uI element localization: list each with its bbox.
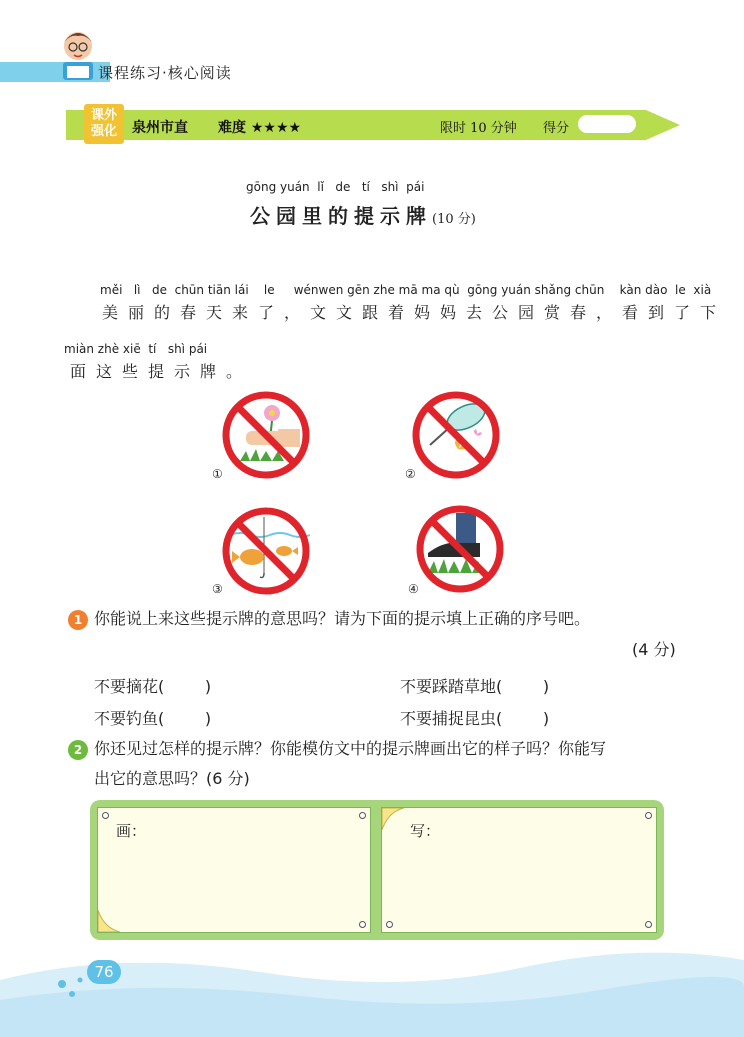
sign-number-4: ④ <box>408 582 419 596</box>
curled-corner-icon <box>98 910 120 932</box>
no-trampling-grass-icon <box>414 503 506 595</box>
line2-pinyin: miàn zhè xiē tí shì pái <box>64 342 208 356</box>
pin-icon <box>386 921 393 928</box>
answer-frame <box>90 800 664 940</box>
score-label: 得分 <box>543 121 570 136</box>
fill-item-no-picking-flowers[interactable]: 不要摘花( ) <box>94 677 212 696</box>
passage-line1: 美丽的春天来了，文文跟着妈妈去公园赏春，看到了下 <box>102 303 727 322</box>
banner-arrow-tip <box>646 110 680 140</box>
extracurricular-badge <box>84 104 124 144</box>
fill-item-no-catching-insects[interactable]: 不要捕捉昆虫( ) <box>400 709 550 728</box>
fill-item-no-fishing[interactable]: 不要钓鱼( ) <box>94 709 212 728</box>
pin-icon <box>645 812 652 819</box>
write-label: 写： <box>410 822 441 840</box>
title-score: (10 分) <box>432 212 476 227</box>
pin-icon <box>645 921 652 928</box>
no-fishing-icon <box>220 505 312 597</box>
question2-text-line1: 你还见过怎样的提示牌？你能模仿文中的提示牌画出它的样子吗？你能写 <box>94 739 607 758</box>
question-number-1: 1 <box>68 610 88 630</box>
write-panel[interactable] <box>381 807 657 933</box>
question-number-2: 2 <box>68 740 88 760</box>
no-picking-flowers-icon <box>220 389 312 481</box>
line1-pinyin: měi lì de chūn tiān lái le wénwen gēn zhe mā ma qù gōng yuán shǎng chūn kàn dào le xià <box>100 283 712 297</box>
passage-title <box>250 200 476 229</box>
draw-label: 画： <box>116 822 147 840</box>
fill-item-no-trampling-grass[interactable]: 不要踩踏草地( ) <box>400 677 550 696</box>
sign-number-1: ① <box>212 467 223 481</box>
question1-score: (4 分) <box>632 640 676 659</box>
pin-icon <box>359 812 366 819</box>
time-limit: 限时 10 分钟 <box>440 121 517 136</box>
pin-icon <box>359 921 366 928</box>
reading-child-mascot-icon <box>55 28 101 84</box>
pin-icon <box>102 812 109 819</box>
badge-line1: 课外 <box>90 108 117 123</box>
title-text: 公园里的提示牌 <box>250 204 432 228</box>
difficulty-rating: 难度 ★★★★ <box>218 120 302 136</box>
title-pinyin: gōng yuán lǐ de tí shì pái <box>246 180 425 194</box>
question1-text: 你能说上来这些提示牌的意思吗？请为下面的提示填上正确的序号吧。 <box>94 609 591 628</box>
badge-line2: 强化 <box>90 124 117 139</box>
page-number: 76 <box>87 960 121 984</box>
no-catching-insects-icon <box>410 389 502 481</box>
sign-number-2: ② <box>405 467 416 481</box>
region-label: 泉州市直 <box>132 120 188 136</box>
draw-panel[interactable] <box>97 807 371 933</box>
curled-corner-icon <box>382 808 404 830</box>
course-title: 课程练习·核心阅读 <box>98 64 232 82</box>
question2-text-line2: 出它的意思吗？(6 分) <box>94 769 250 788</box>
score-input-box[interactable] <box>578 115 636 133</box>
passage-line2: 面这些提示牌。 <box>70 362 253 381</box>
sign-number-3: ③ <box>212 582 223 596</box>
